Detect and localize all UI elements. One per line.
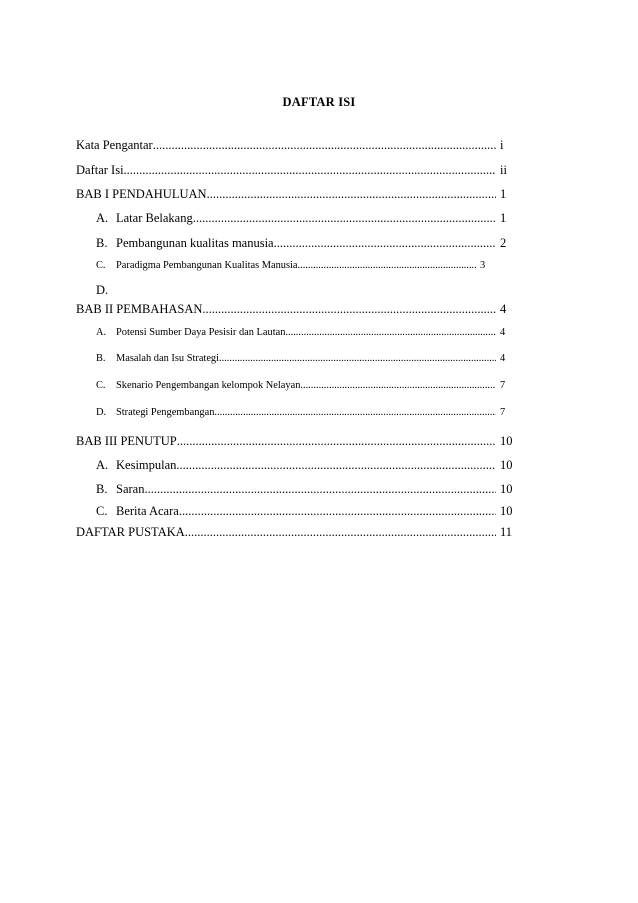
toc-entry-leader: [144, 480, 496, 498]
toc-entry-label: Berita Acara: [116, 504, 179, 518]
toc-entry-label: Masalah dan Isu Strategi: [116, 353, 220, 364]
toc-entry: [76, 523, 522, 541]
toc-entry-label: Strategi Pengembangan: [116, 407, 215, 418]
toc-entry-leader: [185, 523, 496, 541]
toc-entry-leader: [219, 350, 496, 368]
toc-entry-label: BAB II PEMBAHASAN....: [76, 302, 215, 316]
toc-entry: [96, 257, 502, 275]
toc-entry-number: C.: [96, 380, 106, 391]
toc-entry-label: BAB III PENUTUP: [76, 434, 177, 448]
toc-entry-page: 4: [500, 353, 506, 364]
toc-entry-number: B.: [96, 482, 108, 496]
toc-entry: [76, 300, 522, 318]
toc-entry-leader: [177, 432, 496, 450]
toc-entry-page: 10: [500, 504, 513, 518]
toc-entry-label: BAB I PENDAHULUAN: [76, 187, 207, 201]
toc-entry-leader: [274, 234, 496, 252]
toc-entry: [96, 209, 522, 227]
toc-entry: [96, 502, 522, 520]
toc-entry-page: 11: [500, 525, 513, 539]
toc-entry-page: 1: [500, 187, 507, 201]
toc-entry: [76, 432, 522, 450]
toc-entry-label: DAFTAR PUSTAKA: [76, 525, 185, 539]
page-title: DAFTAR ISI: [282, 95, 356, 109]
toc-entry: [96, 456, 522, 474]
toc-entry-label: Kesimpulan: [116, 458, 177, 472]
toc-entry-label: Latar Belakang: [116, 211, 193, 225]
toc-entry-leader: [179, 502, 496, 520]
toc-entry-leader: [214, 404, 496, 422]
toc-entry-leader: [215, 300, 496, 318]
toc-entry: [76, 185, 522, 203]
toc-entry: [96, 480, 522, 498]
toc-entry-number: A.: [96, 458, 109, 472]
toc-entry-leader: [300, 377, 496, 395]
toc-entry-number: B.: [96, 353, 106, 364]
toc-entry-number: D.: [96, 407, 107, 418]
toc-entry-page: 10: [500, 482, 513, 496]
toc-entry-label: Potensi Sumber Daya Pesisir dan Lautan: [116, 327, 286, 338]
toc-entry: [76, 136, 522, 154]
toc-entry-label: Kata Pengantar: [76, 138, 153, 152]
toc-entry-page: ii: [500, 163, 507, 177]
toc-entry-page: 7: [500, 407, 506, 418]
toc-entry-number: C.: [96, 504, 108, 518]
toc-entry-page: 7: [500, 380, 506, 391]
toc-entry-leader: [176, 456, 496, 474]
toc-entry-label: Paradigma Pembangunan Kualitas Manusia: [116, 260, 298, 271]
toc-entry-number: B.: [96, 236, 108, 250]
toc-entry-label: Pembangunan kualitas manusia: [116, 236, 274, 250]
toc-entry-number: D.: [96, 283, 109, 297]
toc-entry-page: 3: [480, 260, 486, 271]
toc-entry-label: Saran: [116, 482, 145, 496]
toc-entry-leader: [298, 257, 476, 275]
toc-entry-page: 10: [500, 434, 513, 448]
toc-entry: [96, 234, 522, 252]
toc-entry-label: Daftar Isi: [76, 163, 124, 177]
toc-entry-number: A.: [96, 211, 109, 225]
toc-entry-leader: [285, 324, 496, 342]
toc-entry-page: 4: [500, 302, 507, 316]
toc-entry: [76, 161, 522, 179]
toc-entry-page: 2: [500, 236, 507, 250]
toc-entry-page: 4: [500, 327, 506, 338]
toc-entry: [96, 324, 522, 342]
toc-entry-leader: [193, 209, 496, 227]
toc-entry-page: 10: [500, 458, 513, 472]
toc-entry: [96, 350, 522, 368]
toc-entry-number: A.: [96, 327, 107, 338]
toc-entry: [96, 404, 522, 422]
toc-entry: [96, 281, 522, 299]
toc-entry-page: 1: [500, 211, 507, 225]
toc-entry-label: Skenario Pengembangan kelompok Nelayan: [116, 380, 301, 391]
toc-entry-number: C.: [96, 260, 106, 271]
toc-entry-page: i: [500, 138, 504, 152]
toc-entry-leader: [207, 185, 496, 203]
toc-entry: [96, 377, 522, 395]
toc-entry-leader: [124, 161, 496, 179]
toc-entry-leader: [153, 136, 496, 154]
